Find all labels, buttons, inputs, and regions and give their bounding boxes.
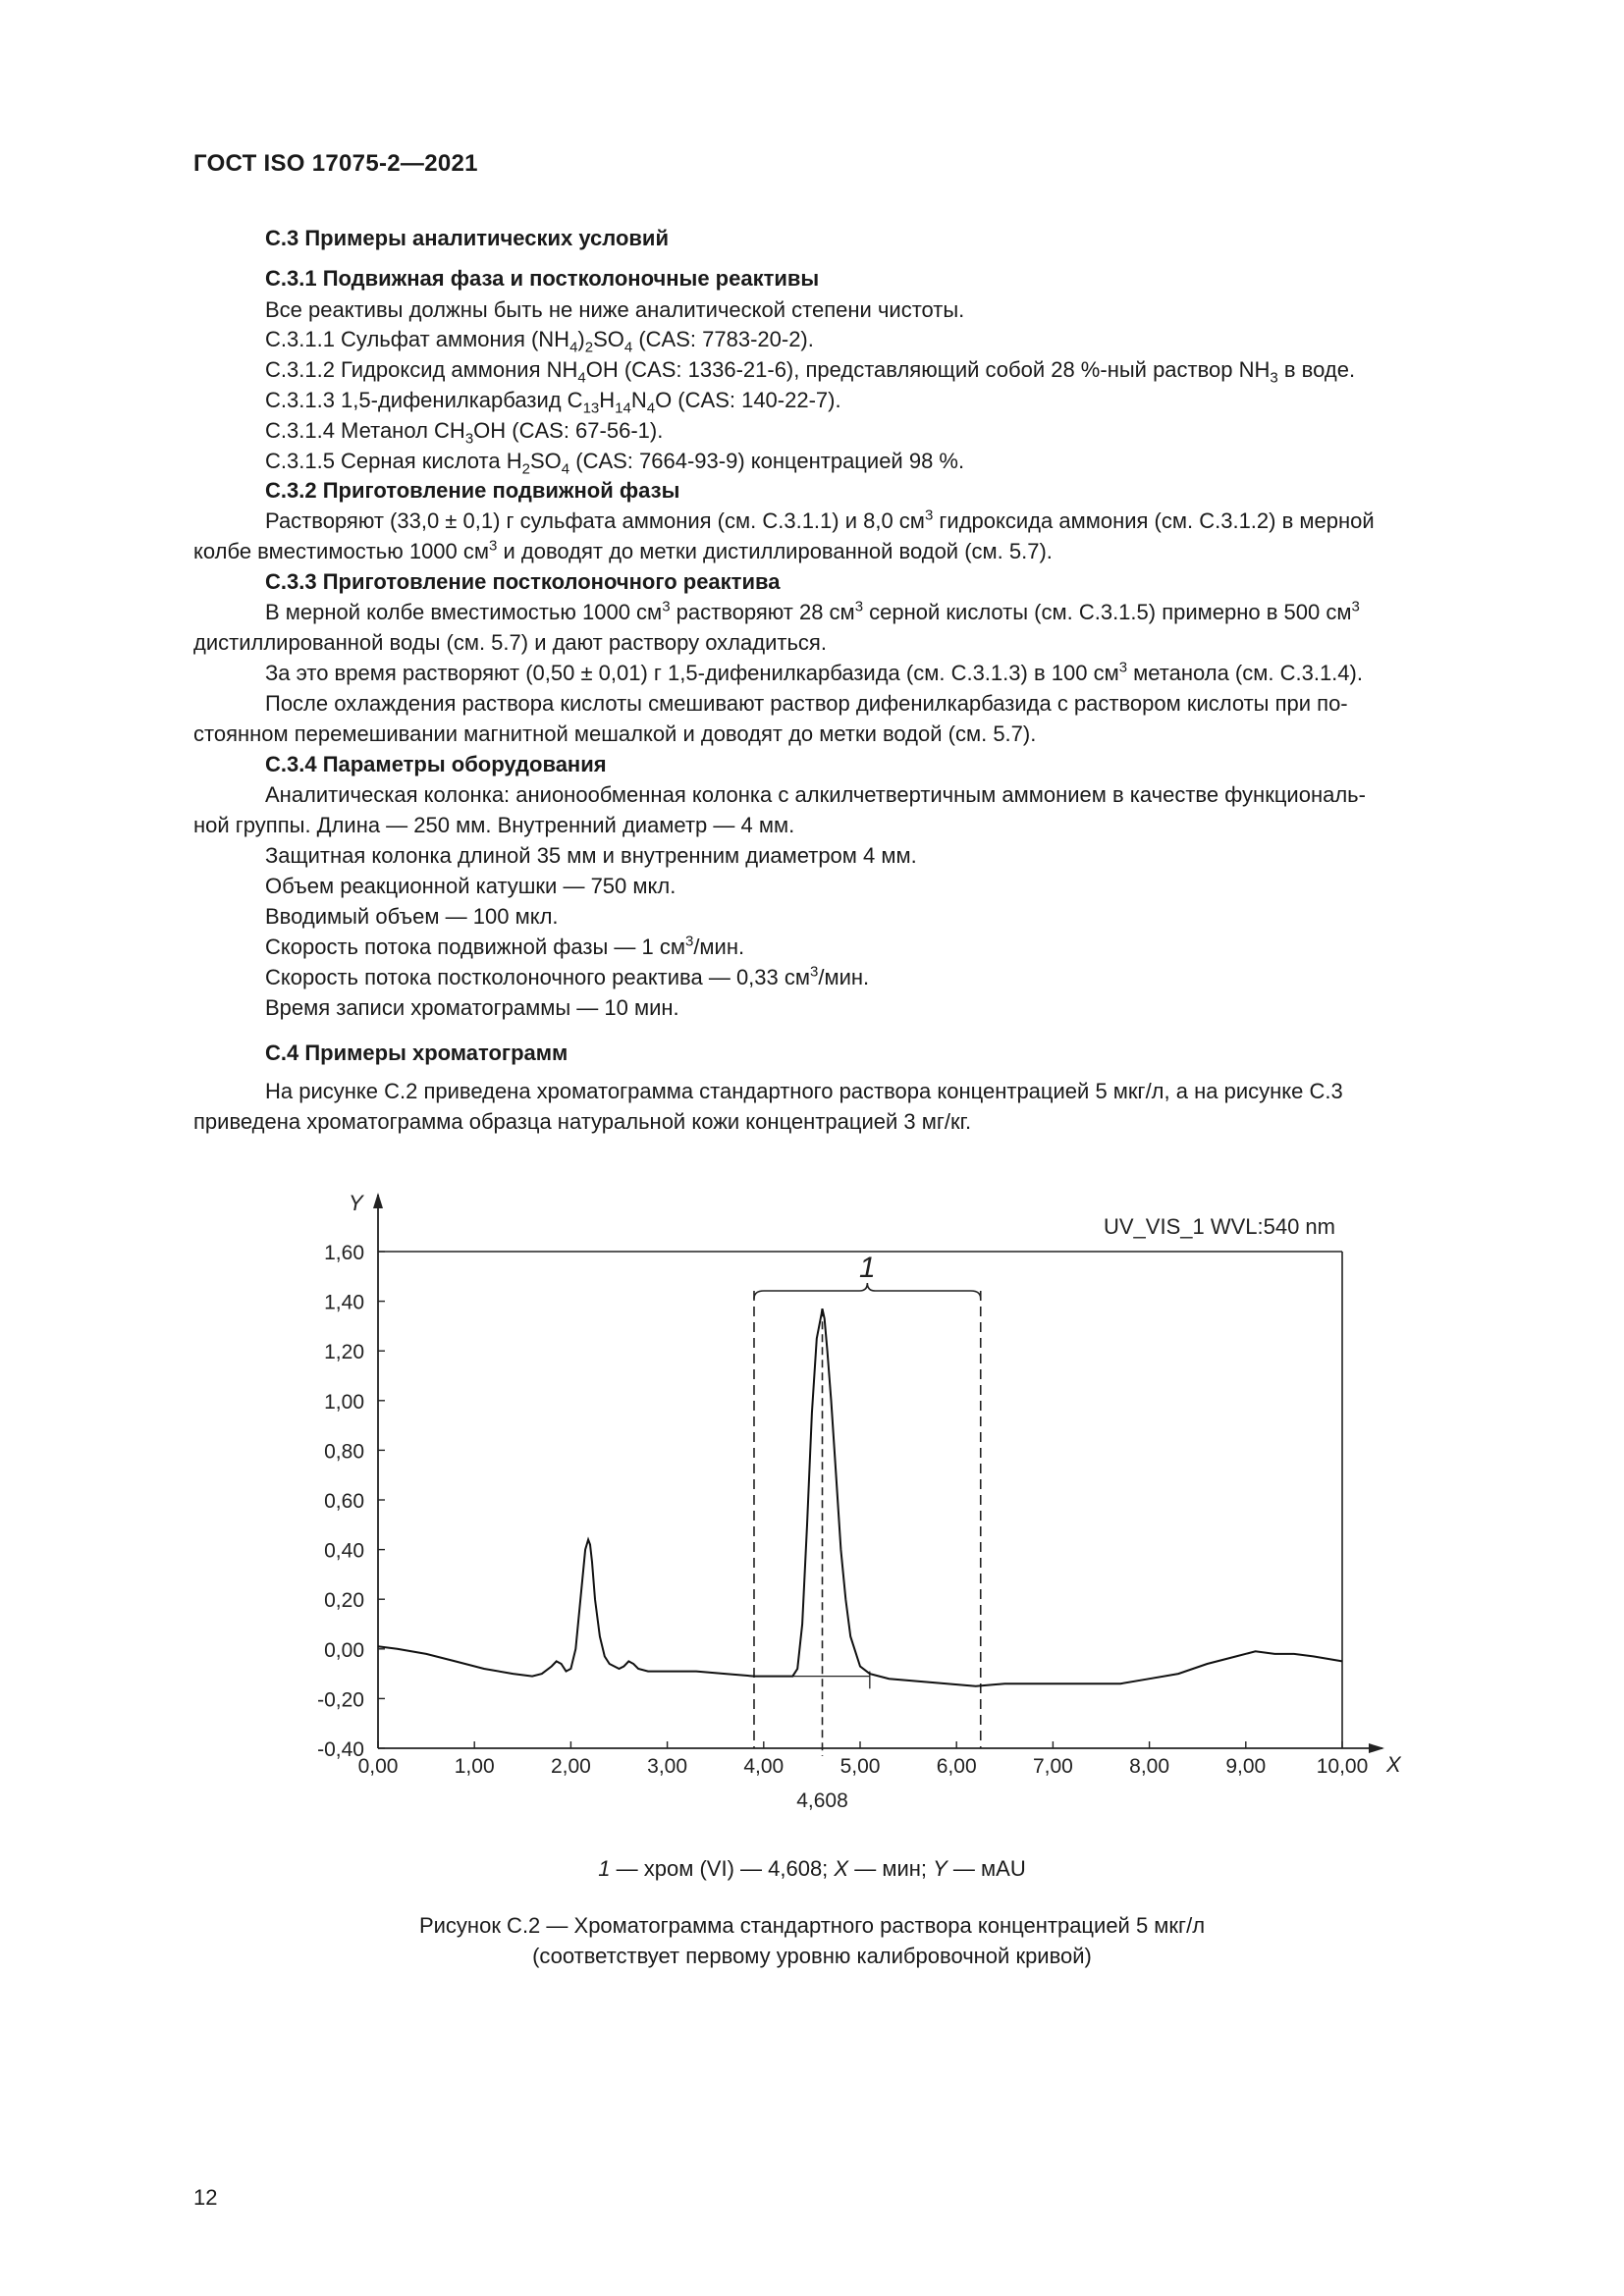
c31-intro: Все реактивы должны быть не ниже аналитической степени чистоты. xyxy=(265,297,965,322)
c34-line-5: Вводимый объем — 100 мкл. xyxy=(265,904,559,929)
x-tick-label: 9,00 xyxy=(1225,1755,1267,1778)
c311-line: С.3.1.1 Сульфат аммония $(NH_4)_2SO_4$ (CAS: 7783-20-2). xyxy=(265,327,814,356)
c4-line-1: На рисунке С.2 приведена хроматограмма стандартного раствора концентрацией 5 мкг/л, а на рисунке С.3 xyxy=(265,1079,1343,1103)
x-tick-label: 8,00 xyxy=(1129,1755,1170,1778)
c34-line-8: Время записи хроматограммы — 10 мин. xyxy=(265,995,679,1020)
x-axis-label: X xyxy=(1386,1752,1401,1777)
y-axis-label: Y xyxy=(349,1191,363,1215)
y-tick-label: 1,40 xyxy=(324,1291,364,1314)
y-tick-label: 1,20 xyxy=(324,1341,364,1364)
c314-line: С.3.1.4 Метанол $CH_3OH$ (CAS: 67-56-1). xyxy=(265,418,664,448)
y-tick-label: 0,00 xyxy=(324,1638,364,1662)
y-axis-arrow xyxy=(373,1193,383,1208)
section-c32-title: С.3.2 Приготовление подвижной фазы xyxy=(265,478,680,503)
c34-line-6: Скорость потока подвижной фазы — 1 $см^3$/мин. xyxy=(265,933,745,959)
c315-line: С.3.1.5 Серная кислота $H_2SO_4$ (CAS: 7664-93-9) концентрацией 98 %. xyxy=(265,449,965,478)
page-number: 12 xyxy=(193,2185,218,2210)
chromatogram-chart xyxy=(295,1173,1424,1841)
c34-line-4: Объем реакционной катушки — 750 мкл. xyxy=(265,874,677,898)
y-tick-label: 1,00 xyxy=(324,1390,364,1414)
x-tick-label: 4,00 xyxy=(743,1755,785,1778)
document-header: ГОСТ ISO 17075-2—2021 xyxy=(193,150,478,177)
chart-title: UV_VIS_1 WVL:540 nm xyxy=(1103,1214,1335,1239)
c313-line: С.3.1.3 1,5-дифенилкарбазид $C_{13}H_{14}N_4O$ (CAS: 140-22-7). xyxy=(265,388,841,417)
y-tick-label: -0,40 xyxy=(317,1738,364,1761)
y-tick-label: 1,60 xyxy=(324,1242,364,1264)
x-tick-label: 5,00 xyxy=(839,1755,881,1778)
y-tick-label: 0,40 xyxy=(324,1539,364,1563)
peak-time-label: 4,608 xyxy=(796,1789,848,1812)
c33-line-5: стоянном перемешивании магнитной мешалкой и доводят до метки водой (см. 5.7). xyxy=(193,721,1037,746)
x-axis-arrow xyxy=(1369,1743,1384,1753)
y-tick-label: -0,20 xyxy=(317,1688,364,1712)
c32-line-1: Растворяют (33,0 ± 0,1) г сульфата аммония (см. С.3.1.1) и 8,0 $см^3$ гидроксида аммония (см. С.3.1.2) в мерной xyxy=(265,507,1375,533)
y-tick-label: 0,20 xyxy=(324,1589,364,1613)
x-tick-label: 0,00 xyxy=(357,1755,399,1778)
figure-legend: 1 — хром (VI) — 4,608; X — мин; Y — мAU xyxy=(598,1856,1026,1881)
c4-line-2: приведена хроматограмма образца натуральной кожи концентрацией 3 мг/кг. xyxy=(193,1109,972,1134)
c312-line: С.3.1.2 Гидроксид аммония $NH_4OH$ (CAS: 1336-21-6), представляющий собой 28 %-ный раствор $NH_3$ в воде. xyxy=(265,357,1356,387)
c33-line-3: За это время растворяют (0,50 ± 0,01) г 1,5-дифенилкарбазида (см. С.3.1.3) в 100 $см^3$ метанола (см. С.3.1.4). xyxy=(265,659,1363,685)
c33-line-4: После охлаждения раствора кислоты смешивают раствор дифенилкарбазида с раствором кислоты при по- xyxy=(265,691,1348,716)
y-tick-label: 0,60 xyxy=(324,1490,364,1513)
x-tick-label: 10,00 xyxy=(1316,1755,1369,1778)
series-line-chromatogram xyxy=(378,1308,1342,1686)
x-tick-label: 2,00 xyxy=(550,1755,591,1778)
section-c3-title: С.3 Примеры аналитических условий xyxy=(265,226,669,250)
peak-label: 1 xyxy=(859,1252,876,1284)
x-tick-label: 6,00 xyxy=(936,1755,977,1778)
y-tick-label: 0,80 xyxy=(324,1440,364,1464)
c34-line-7: Скорость потока постколоночного реактива — 0,33 $см^3$/мин. xyxy=(265,963,870,989)
section-c4-title: С.4 Примеры хроматограмм xyxy=(265,1041,568,1065)
c33-line-1: В мерной колбе вместимостью 1000 $см^3$ растворяют 28 $см^3$ серной кислоты (см. С.3.1.5) примерно в 500 $см^3$ xyxy=(265,598,1360,624)
section-c34-title: С.3.4 Параметры оборудования xyxy=(265,752,607,776)
peak-bracket xyxy=(754,1283,981,1299)
section-c33-title: С.3.3 Приготовление постколоночного реактива xyxy=(265,569,781,594)
c33-line-2: дистиллированной воды (см. 5.7) и дают раствору охладиться. xyxy=(193,630,827,655)
x-tick-label: 3,00 xyxy=(647,1755,688,1778)
c34-line-3: Защитная колонка длиной 35 мм и внутренним диаметром 4 мм. xyxy=(265,843,917,868)
c32-line-2: колбе вместимостью 1000 $см^3$ и доводят до метки дистиллированной водой (см. 5.7). xyxy=(193,537,1053,563)
x-tick-label: 1,00 xyxy=(454,1755,495,1778)
x-tick-label: 7,00 xyxy=(1032,1755,1073,1778)
c34-line-2: ной группы. Длина — 250 мм. Внутренний диаметр — 4 мм. xyxy=(193,813,795,837)
figure-caption-line-1: Рисунок С.2 — Хроматограмма стандартного раствора концентрацией 5 мкг/л xyxy=(418,1913,1206,1938)
c34-line-1: Аналитическая колонка: анионообменная колонка с алкилчетвертичным аммонием в качестве функциональ- xyxy=(265,782,1366,807)
section-c31-title: С.3.1 Подвижная фаза и постколоночные реактивы xyxy=(265,266,820,291)
figure-caption-line-2: (соответствует первому уровню калибровочной кривой) xyxy=(532,1944,1092,1968)
